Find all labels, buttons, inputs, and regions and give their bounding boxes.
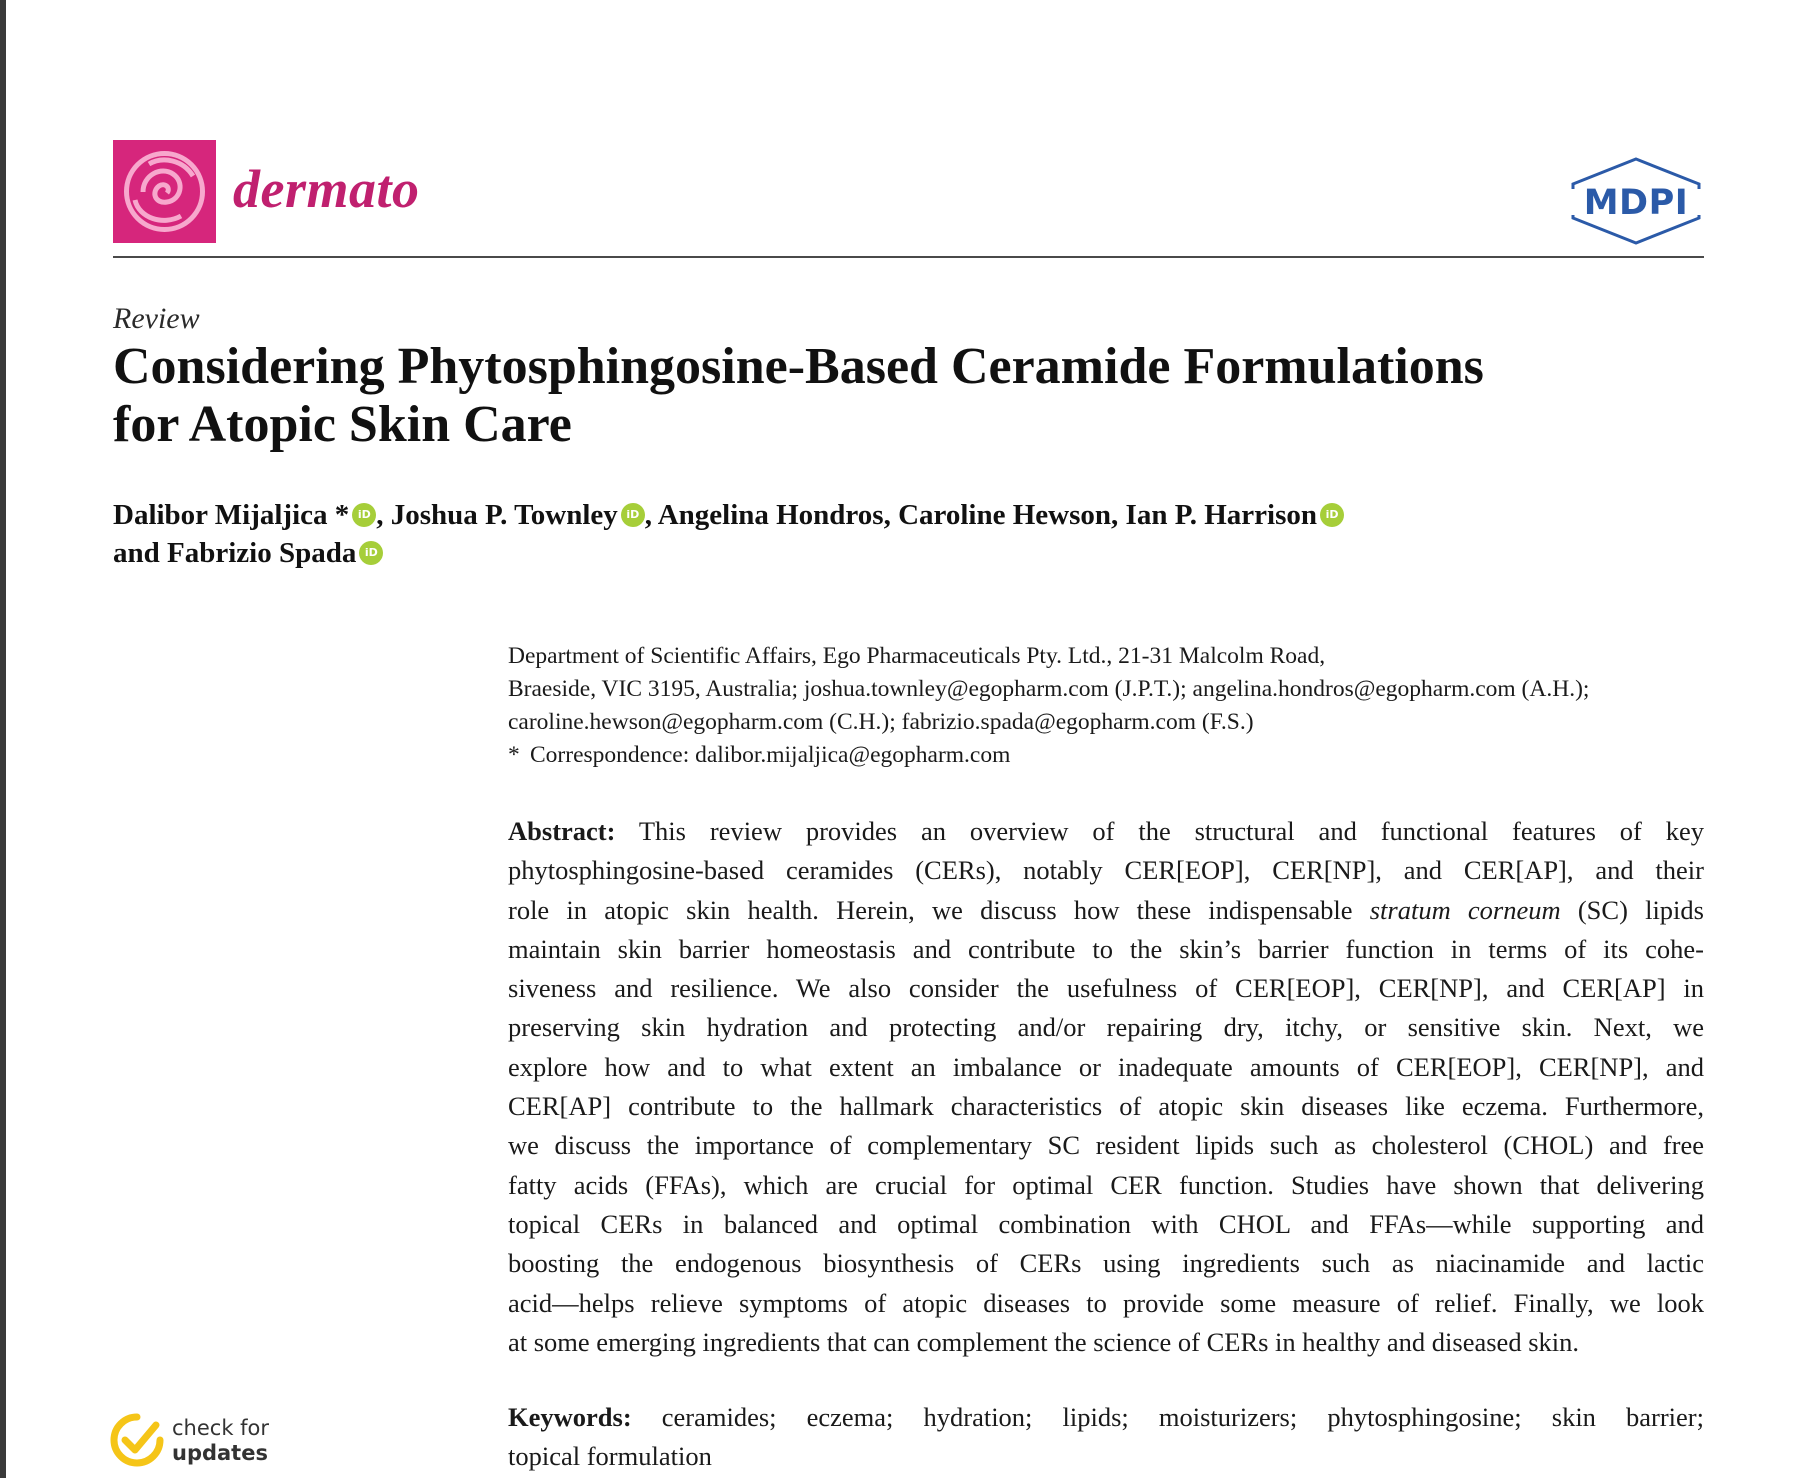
abstract-italic-term: stratum corneum: [1369, 894, 1561, 925]
abstract-line: preserving skin hydration and protecting and/or repairing dry, itchy, or sensitive skin. Next, we: [508, 1012, 1704, 1043]
keywords-label: Keywords:: [508, 1402, 632, 1432]
author-separator: ,: [644, 499, 658, 531]
author-name[interactable]: Caroline Hewson: [898, 499, 1112, 531]
article-title: [113, 338, 1713, 454]
correspondence-line: [508, 739, 1708, 772]
author-separator: ,: [883, 499, 899, 531]
title-line: for Atopic Skin Care: [113, 396, 572, 453]
keywords-text: ceramides; eczema; hydration; lipids; moisturizers; phytosphingosine; skin barrier;: [661, 1402, 1704, 1432]
author-name[interactable]: Ian P. Harrison: [1125, 499, 1318, 531]
publisher-name: MDPI: [1583, 183, 1689, 223]
abstract-text: role in atopic skin health. Herein, we discuss how these indispensable: [508, 894, 1370, 925]
check-updates-text: [172, 1416, 269, 1466]
page-left-edge: [0, 0, 6, 1478]
abstract: [508, 812, 1704, 1362]
abstract-line: [508, 812, 1704, 851]
check-updates-icon: [110, 1413, 164, 1467]
title-line: Considering Phytosphingosine-Based Ceramide Formulations: [113, 338, 1484, 395]
check-updates-line: check for: [172, 1416, 270, 1440]
article-type: Review: [113, 302, 200, 335]
abstract-line: [508, 891, 1704, 930]
abstract-line: topical CERs in balanced and optimal combination with CHOL and FFAs—while supporting and: [508, 1208, 1704, 1239]
orcid-icon[interactable]: iD: [621, 503, 645, 527]
orcid-icon[interactable]: iD: [359, 541, 383, 565]
orcid-icon[interactable]: iD: [352, 503, 376, 527]
journal-logo-rose-icon: [113, 140, 216, 243]
abstract-line: CER[AP] contribute to the hallmark characteristics of atopic skin diseases like eczema. Furthermore,: [508, 1091, 1704, 1122]
keywords-line: [508, 1398, 1704, 1437]
author-separator: ,: [1111, 499, 1126, 531]
abstract-line: siveness and resilience. We also consider the usefulness of CER[EOP], CER[NP], and CER[AP] in: [508, 973, 1704, 1004]
author-separator: ,: [376, 499, 391, 531]
check-for-updates-badge[interactable]: [110, 1413, 290, 1469]
abstract-line: at some emerging ingredients that can complement the science of CERs in healthy and diseased skin.: [508, 1326, 1579, 1357]
author-name[interactable]: Joshua P. Townley: [390, 499, 618, 531]
journal-name: dermato: [233, 159, 420, 219]
header-divider: [113, 256, 1704, 258]
correspondence-marker: *: [508, 742, 520, 768]
abstract-line: boosting the endogenous biosynthesis of CERs using ingredients such as niacinamide and lactic: [508, 1248, 1704, 1279]
check-updates-line: updates: [172, 1441, 268, 1465]
author-line: [113, 534, 1713, 572]
abstract-line: we discuss the importance of complementary SC resident lipids such as cholesterol (CHOL) and free: [508, 1130, 1704, 1161]
author-list: [113, 496, 1713, 572]
abstract-line: acid—helps relieve symptoms of atopic diseases to provide some measure of relief. Finally, we look: [508, 1287, 1704, 1318]
author-name[interactable]: Dalibor Mijaljica *: [113, 499, 350, 531]
abstract-line: maintain skin barrier homeostasis and contribute to the skin’s barrier function in terms of its cohe-: [508, 933, 1704, 964]
author-name[interactable]: and Fabrizio Spada: [113, 537, 357, 569]
abstract-text: This review provides an overview of the structural and functional features of key: [638, 816, 1704, 846]
abstract-line: phytosphingosine-based ceramides (CERs), notably CER[EOP], CER[NP], and CER[AP], and their: [508, 855, 1704, 886]
keywords: [508, 1398, 1704, 1477]
abstract-line: explore how and to what extent an imbalance or inadequate amounts of CER[EOP], CER[NP], and: [508, 1051, 1704, 1082]
correspondence-text: Correspondence: dalibor.mijaljica@egopharm.com: [530, 742, 1011, 768]
author-name[interactable]: Angelina Hondros: [657, 499, 884, 531]
author-line: [113, 496, 1713, 534]
keywords-line: topical formulation: [508, 1441, 712, 1472]
orcid-icon[interactable]: iD: [1320, 503, 1344, 527]
affiliation-line: caroline.hewson@egopharm.com (C.H.); fabrizio.spada@egopharm.com (F.S.): [508, 709, 1254, 735]
affiliations: [508, 640, 1708, 772]
abstract-line: fatty acids (FFAs), which are crucial for optimal CER function. Studies have shown that delivering: [508, 1169, 1704, 1200]
affiliation-line: Department of Scientific Affairs, Ego Pharmaceuticals Pty. Ltd., 21-31 Malcolm Road,: [508, 643, 1326, 669]
abstract-text: (SC) lipids: [1560, 894, 1704, 925]
abstract-label: Abstract:: [508, 816, 616, 846]
affiliation-line: Braeside, VIC 3195, Australia; joshua.townley@egopharm.com (J.P.T.); angelina.hondros@egopharm.com (A.H.);: [508, 676, 1590, 702]
